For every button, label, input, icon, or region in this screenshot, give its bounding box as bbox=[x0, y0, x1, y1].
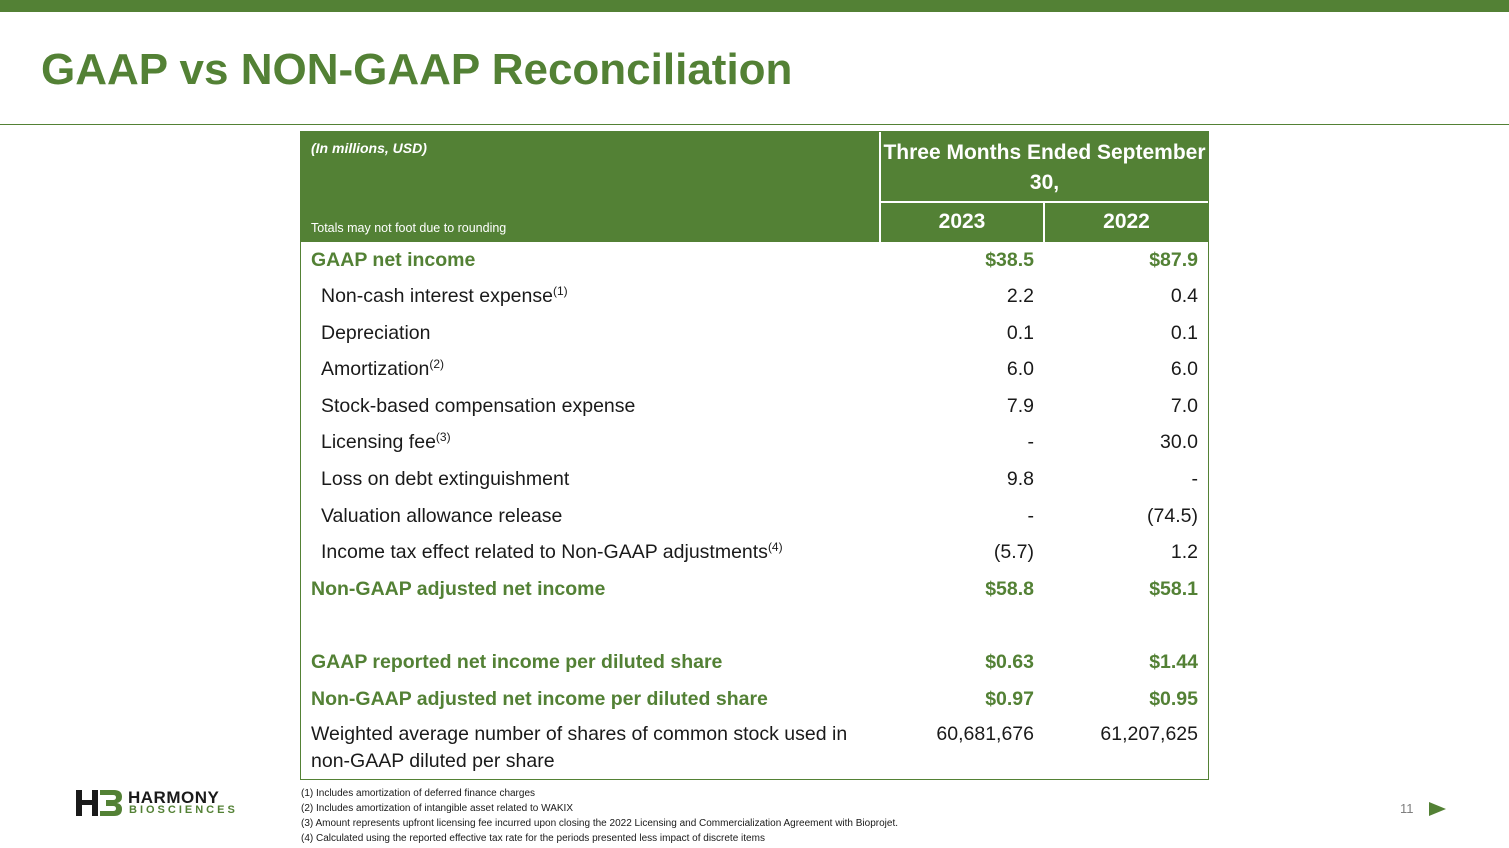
row-value-2023: 60,681,676 bbox=[936, 723, 1034, 745]
table-row-income-tax-effect bbox=[301, 534, 1208, 570]
row-value-2022: 61,207,625 bbox=[1100, 723, 1198, 745]
table-row-depreciation bbox=[301, 315, 1208, 351]
row-label: Non-cash interest expense$^{(1)}$ bbox=[321, 284, 568, 307]
row-value-2022: (74.5) bbox=[1147, 505, 1198, 527]
row-label: Non-GAAP adjusted net income per diluted share bbox=[311, 688, 768, 710]
row-value-2023: 9.8 bbox=[1006, 468, 1034, 490]
row-label: Income tax effect related to Non-GAAP adjustments$^{(4)}$ bbox=[321, 540, 783, 563]
footnote-1: (1) Includes amortization of deferred finance charges bbox=[301, 788, 536, 799]
table-row-valuation-allowance bbox=[301, 498, 1208, 534]
table-row-non-cash-interest bbox=[301, 278, 1208, 314]
year-header-2022: 2022 bbox=[1103, 210, 1150, 233]
footnote-3: (3) Amount represents upfront licensing fee incurred upon closing the 2022 Licensing and Commercialization Agreement with Bioprojet. bbox=[301, 818, 899, 829]
year-header-2023: 2023 bbox=[938, 210, 986, 233]
row-value-2023: $0.97 bbox=[985, 688, 1034, 710]
row-value-2023: - bbox=[1027, 505, 1034, 527]
footnote-2: (2) Includes amortization of intangible asset related to WAKIX bbox=[301, 803, 573, 814]
row-label: Non-GAAP adjusted net income bbox=[311, 578, 606, 600]
title-divider bbox=[0, 124, 1509, 125]
table-row-non-gaap-net-income bbox=[301, 571, 1208, 607]
row-value-2023: $0.63 bbox=[985, 651, 1034, 673]
harmony-logo bbox=[76, 788, 246, 818]
footnote-ref: (3) bbox=[435, 430, 451, 444]
logo-name-line1: HARMONY bbox=[128, 788, 220, 807]
table-row-gaap-net-income bbox=[301, 242, 1208, 278]
row-label: Amortization$^{(2)}$ bbox=[321, 357, 445, 380]
units-note: (In millions, USD) bbox=[311, 140, 427, 156]
table-row-amortization bbox=[301, 351, 1208, 387]
row-value-2022: 30.0 bbox=[1160, 431, 1198, 453]
row-value-2023: $58.8 bbox=[985, 578, 1034, 600]
row-value-2022: $58.1 bbox=[1149, 578, 1198, 600]
row-label: Loss on debt extinguishment bbox=[321, 468, 570, 490]
reconciliation-table bbox=[300, 131, 1209, 780]
row-label: GAAP net income bbox=[311, 249, 476, 271]
row-label: Depreciation bbox=[321, 322, 431, 344]
footnote-ref: (1) bbox=[552, 284, 568, 298]
rounding-note: Totals may not foot due to rounding bbox=[311, 221, 507, 235]
row-value-2022: $1.44 bbox=[1149, 651, 1198, 673]
row-value-2023: $38.5 bbox=[985, 249, 1034, 271]
row-label: Weighted average number of shares of common stock used in non-GAAP diluted per share bbox=[311, 723, 848, 772]
row-value-2022: 0.4 bbox=[1170, 285, 1198, 307]
table-row-weighted-shares bbox=[301, 717, 1208, 779]
footnotes bbox=[301, 786, 898, 846]
triangle-right-icon[interactable] bbox=[1429, 802, 1447, 816]
row-value-2023: 2.2 bbox=[1006, 285, 1034, 307]
row-label: Stock-based compensation expense bbox=[321, 395, 636, 417]
row-value-2022: 6.0 bbox=[1170, 358, 1198, 380]
row-value-2022: - bbox=[1191, 468, 1198, 490]
period-header: Three Months Ended September 30, bbox=[883, 141, 1206, 194]
top-accent-bar bbox=[0, 0, 1509, 12]
row-label: GAAP reported net income per diluted share bbox=[311, 651, 723, 673]
row-value-2022: 7.0 bbox=[1170, 395, 1198, 417]
table-row-non-gaap-eps bbox=[301, 681, 1208, 717]
row-value-2022: 1.2 bbox=[1170, 541, 1198, 563]
row-value-2023: 7.9 bbox=[1006, 395, 1034, 417]
row-value-2023: 6.0 bbox=[1006, 358, 1034, 380]
table-row-gaap-eps bbox=[301, 644, 1208, 680]
row-value-2023: (5.7) bbox=[993, 541, 1034, 563]
row-label: Valuation allowance release bbox=[321, 505, 563, 527]
table-header bbox=[301, 132, 1208, 242]
table-row-stock-comp bbox=[301, 388, 1208, 424]
row-value-2023: 0.1 bbox=[1006, 322, 1034, 344]
table-row-debt-extinguishment bbox=[301, 461, 1208, 497]
logo-name-line2: BIOSCIENCES bbox=[129, 804, 238, 816]
footnote-4: (4) Calculated using the reported effective tax rate for the periods presented less impact of discrete items bbox=[301, 833, 765, 844]
row-value-2023: - bbox=[1027, 431, 1034, 453]
table-row-licensing-fee bbox=[301, 424, 1208, 460]
footnote-ref: (4) bbox=[767, 540, 783, 554]
footnote-ref: (2) bbox=[429, 357, 445, 371]
row-value-2022: $0.95 bbox=[1149, 688, 1198, 710]
row-value-2022: $87.9 bbox=[1149, 249, 1198, 271]
hb-monogram-icon bbox=[76, 788, 124, 818]
row-label: Licensing fee$^{(3)}$ bbox=[321, 430, 451, 453]
row-value-2022: 0.1 bbox=[1170, 322, 1198, 344]
page-number: 11 bbox=[1400, 801, 1414, 816]
slide-title: GAAP vs NON-GAAP Reconciliation bbox=[41, 45, 793, 94]
